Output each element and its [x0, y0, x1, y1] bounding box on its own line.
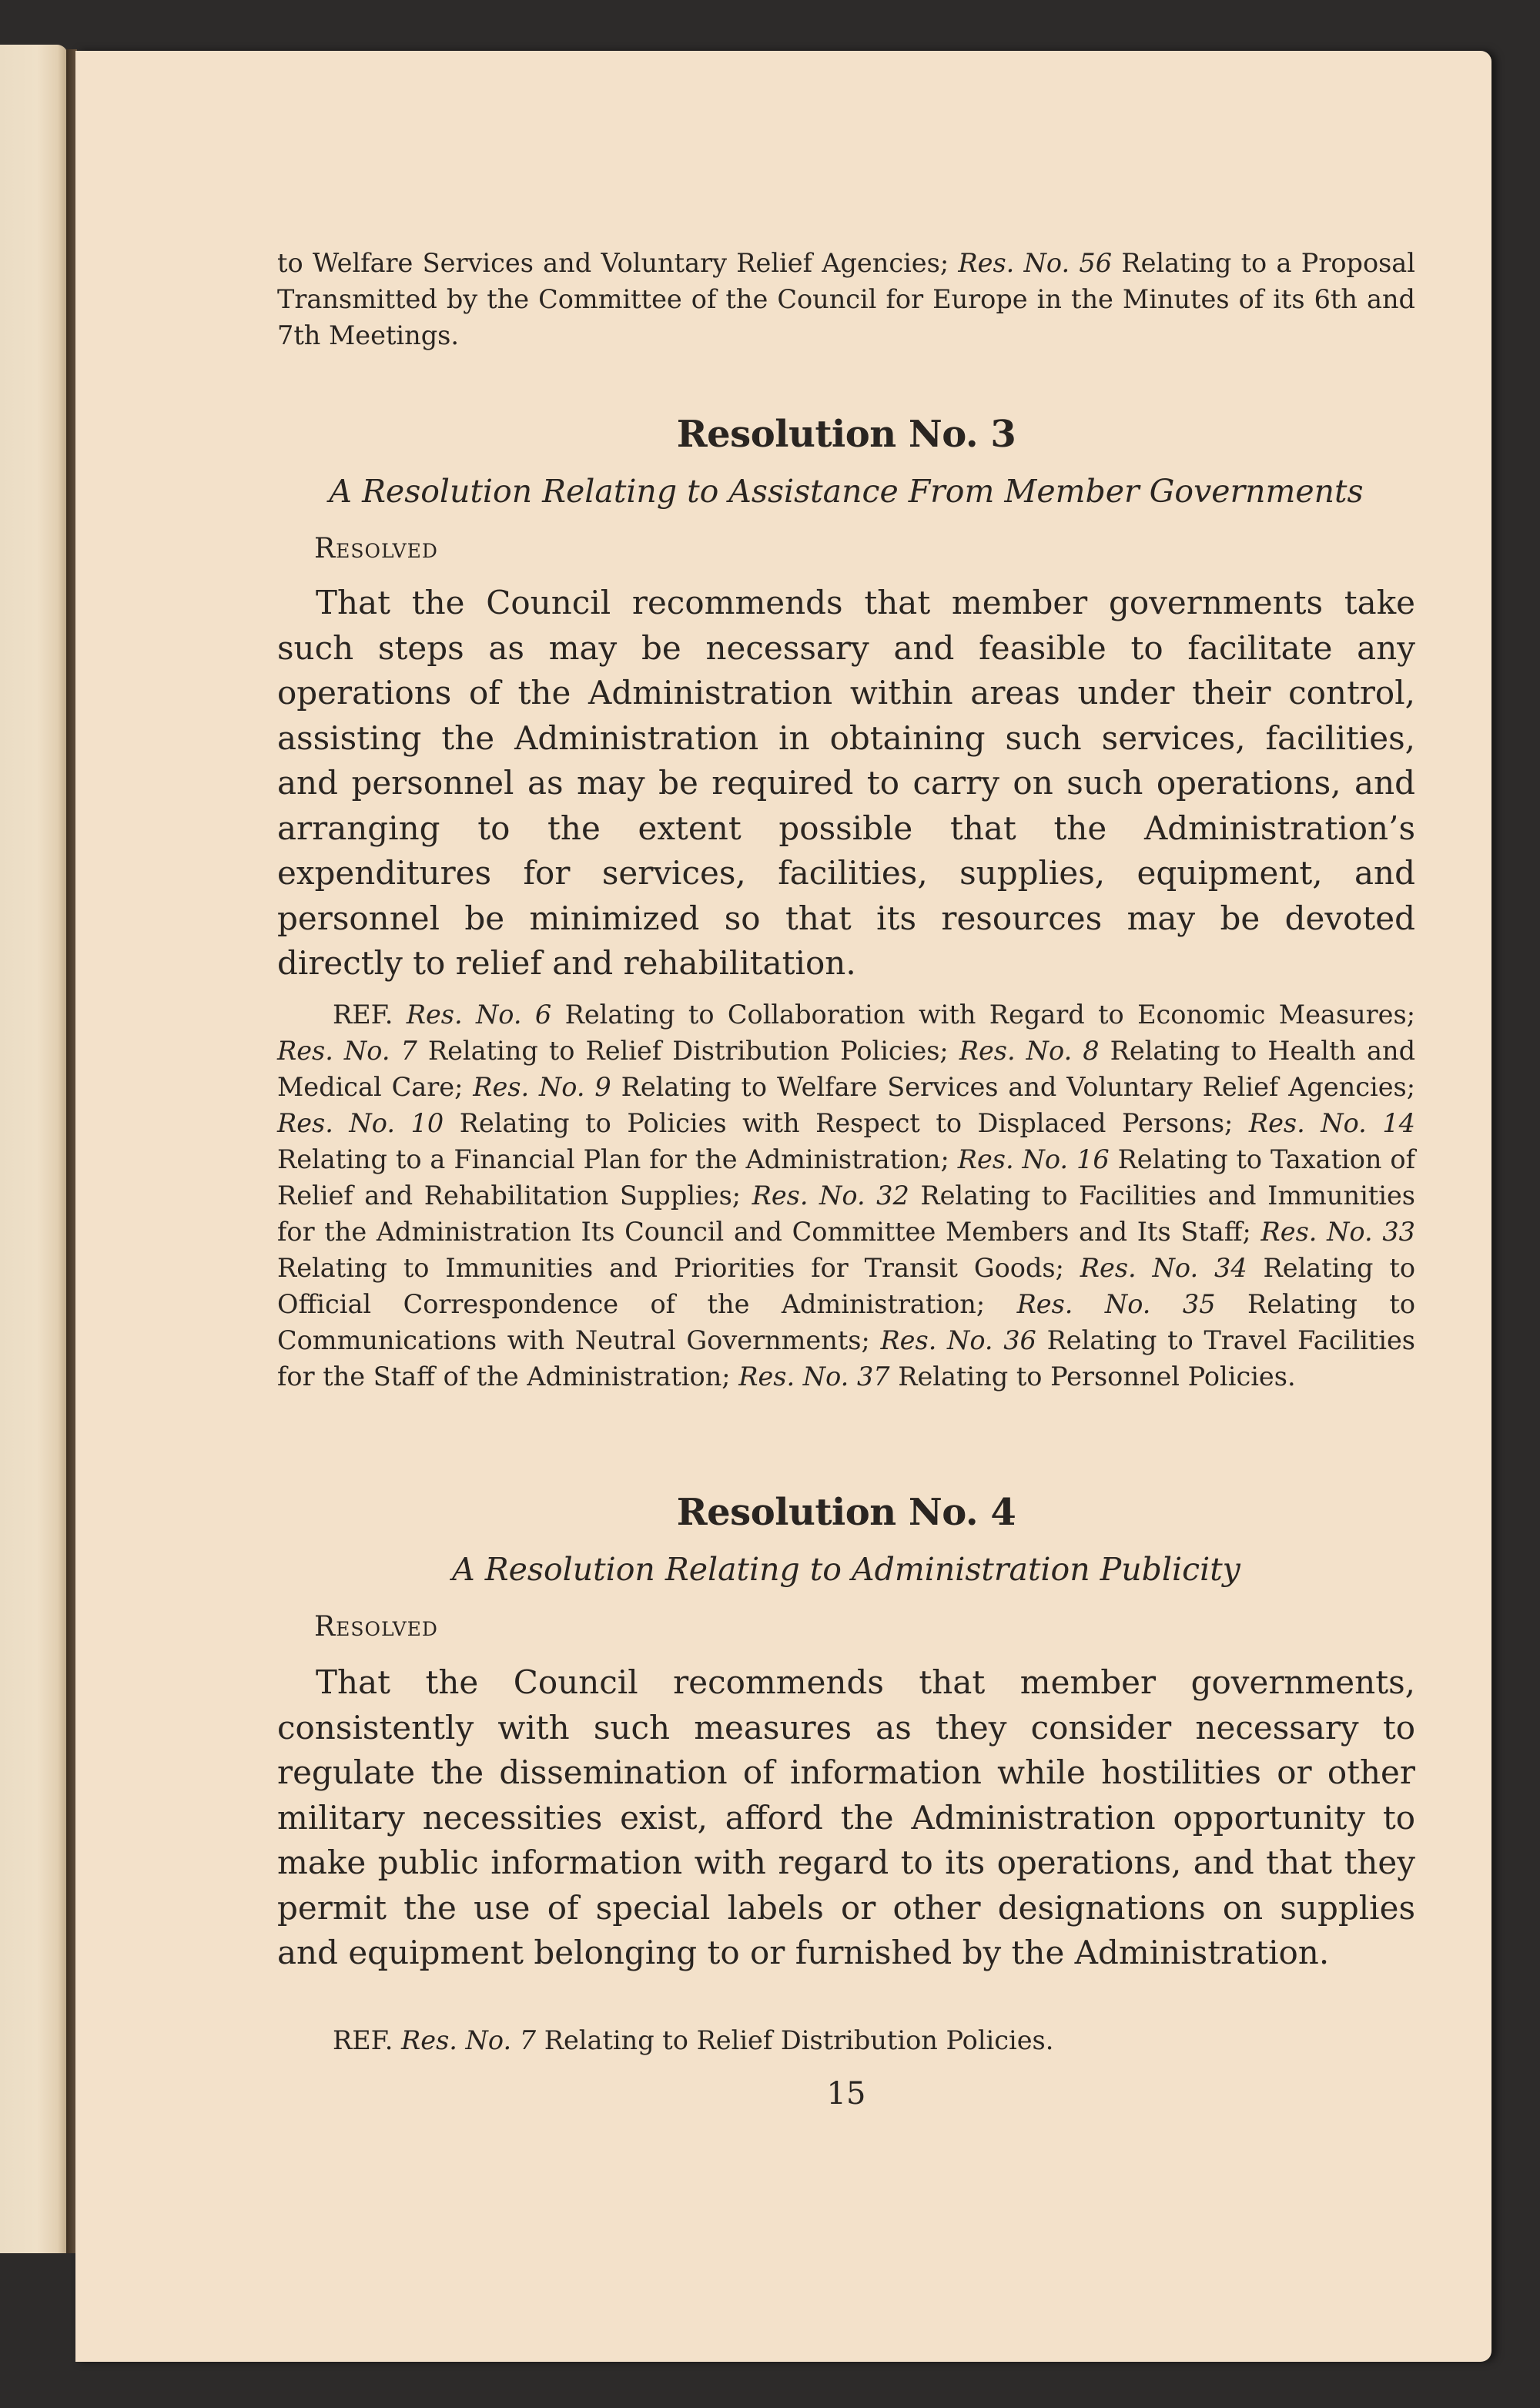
resolution-4-references: REF. Res. No. 7 Relating to Relief Distribution Policies. — [333, 2025, 1054, 2055]
page-number: 15 — [826, 2076, 866, 2112]
resolution-3-body: That the Council recommends that member governments take such steps as may be necessary and feasible to facilitate any operations of the Administration within areas under their control, assisting the Administration in obtaining such services, facilities, and personnel as may be required to carry on such operations, and arranging to the extent possible that the Administration’s expenditures for services, facilities, supplies, equipment, and personnel be minimized so that its resources may be devoted directly to relief and rehabilitation. — [277, 584, 1415, 982]
book-page — [75, 51, 1491, 2362]
resolution-3-references: REF. Res. No. 6 Relating to Collaboration with Regard to Economic Measures; Res. No. 7 Relating to Relief Distribution Policies; Res. No. 8 Relating to Health and Medical Care; Res. No. 9 Relating to Welfare Services and Voluntary Relief Agencies; Res. No. 10 Relating to Policies with Respect to Displaced Persons; Res. No. 14 Relating to a Financial Plan for the Administration; Res. No. 16 Relating to Taxation of Relief and Rehabilitation Supplies; Res. No. 32 Relating to Facilities and Immunities for the Administration Its Council and Committee Members and Its Staff; Res. No. 33 Relating to Immunities and Priorities for Transit Goods; Res. No. 34 Relating to Official Correspondence of the Administration; Res. No. 35 Relating to Communications with Neutral Governments; Res. No. 36 Relating to Travel Facilities for the Staff of the Administration; Res. No. 37 Relating to Personnel Policies. — [277, 1000, 1416, 1392]
resolution-3-subtitle: A Resolution Relating to Assistance From Member Governments — [329, 473, 1364, 510]
resolution-4-subtitle: A Resolution Relating to Administration Publicity — [452, 1551, 1240, 1588]
resolution-3-resolved-label: Resolved — [314, 533, 438, 564]
resolution-3-heading: Resolution No. 3 — [676, 413, 1016, 456]
continuation-reference: to Welfare Services and Voluntary Relief Agencies; Res. No. 56 Relating to a Proposal Transmitted by the Committee of the Council for Europe in the Minutes of its 6th and 7th Meetings. — [277, 248, 1415, 350]
resolution-4-resolved-label: Resolved — [314, 1611, 438, 1643]
resolution-4-body: That the Council recommends that member governments, consistently with such measures as they consider necessary to regulate the dissemination of information while hostilities or other military necessities exist, afford the Administration opportunity to make public information with regard to its operations, and that they permit the use of special labels or other designations on supplies and equipment belonging to or furnished by the Administration. — [277, 1663, 1415, 1971]
facing-page-edge — [0, 45, 68, 2253]
resolution-4-heading: Resolution No. 4 — [676, 1491, 1016, 1534]
